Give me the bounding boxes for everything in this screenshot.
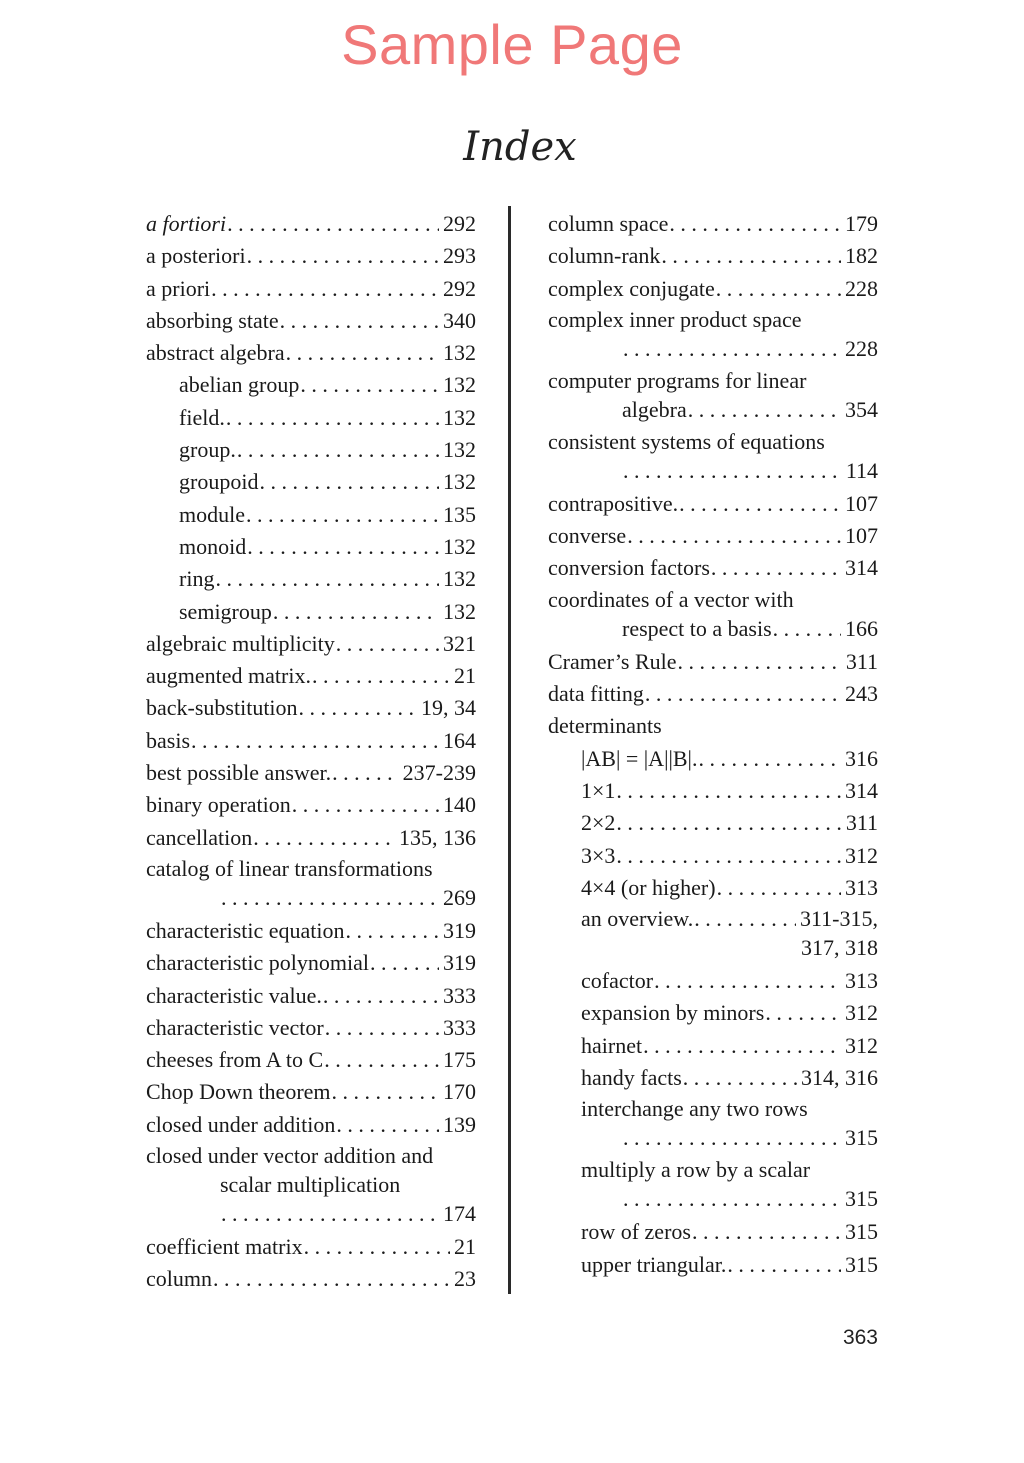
index-entry	[548, 997, 878, 1029]
index-page: 313	[845, 968, 878, 994]
dot-leader	[332, 757, 399, 789]
index-page: 311	[845, 648, 878, 674]
index-page: 132	[443, 372, 476, 398]
page-title: Index	[463, 124, 577, 170]
index-term: column	[146, 1266, 212, 1292]
dot-leader	[221, 883, 439, 912]
index-page: 182	[845, 243, 878, 269]
index-page: 107	[845, 523, 878, 549]
index-page: 311-315,	[799, 906, 878, 932]
dot-leader	[312, 660, 450, 692]
index-term: complex conjugate	[548, 275, 715, 301]
index-entry	[146, 628, 476, 660]
index-page: 354	[845, 396, 878, 422]
index-entry	[548, 1216, 878, 1248]
dot-leader	[292, 789, 439, 821]
index-entry	[548, 1094, 878, 1155]
column-divider	[508, 206, 511, 1294]
index-term: complex inner product space	[548, 306, 802, 332]
index-term: best possible answer.	[146, 760, 332, 786]
index-entry	[146, 947, 476, 979]
index-term: determinants	[548, 713, 662, 739]
index-term: coordinates of a vector with	[548, 586, 794, 612]
index-term: a fortiori	[146, 211, 227, 236]
dot-leader	[669, 208, 841, 240]
index-term: abstract algebra	[146, 340, 285, 366]
index-page: 333	[443, 1014, 476, 1040]
index-page: 114	[845, 457, 878, 483]
dot-leader	[325, 1012, 439, 1044]
index-page: 132	[443, 340, 476, 366]
index-page: 139	[443, 1111, 476, 1137]
index-entry	[146, 1141, 476, 1231]
index-page: 132	[443, 469, 476, 495]
index-page: 321	[443, 630, 476, 656]
index-term: monoid	[179, 533, 247, 559]
index-page: 132	[443, 533, 476, 559]
index-entry	[146, 369, 476, 401]
index-entry	[548, 1155, 878, 1216]
index-page: 314, 316	[801, 1065, 878, 1091]
index-term: hairnet	[581, 1032, 643, 1058]
dot-leader	[623, 334, 841, 363]
index-entry	[146, 789, 476, 821]
index-page: 292	[443, 211, 476, 236]
sample-page-watermark: Sample Page	[341, 13, 683, 76]
index-term: semigroup	[179, 598, 272, 624]
index-page: 21	[454, 663, 476, 689]
dot-leader	[213, 1263, 450, 1295]
index-entry	[548, 872, 878, 904]
index-page: 315	[845, 1125, 878, 1151]
index-term: group.	[179, 437, 236, 463]
index-entry	[146, 434, 476, 466]
index-page: 269	[443, 884, 476, 910]
index-page: 175	[443, 1047, 476, 1073]
dot-leader	[645, 678, 841, 710]
index-term: computer programs for linear	[548, 367, 807, 393]
index-entry	[548, 520, 878, 552]
dot-leader	[336, 628, 439, 660]
index-entry	[146, 725, 476, 757]
index-entry	[146, 980, 476, 1012]
index-term: field.	[179, 404, 225, 430]
index-page: 174	[443, 1201, 476, 1227]
index-term: row of zeros	[581, 1219, 691, 1245]
index-term: 3×3	[581, 842, 616, 868]
index-page: 312	[845, 842, 878, 868]
index-term: interchange any two rows	[581, 1096, 808, 1122]
page-number: 363	[842, 1326, 878, 1349]
dot-leader	[623, 456, 842, 485]
index-term: conversion factors	[548, 555, 710, 581]
index-term: expansion by minors	[581, 1000, 765, 1026]
index-term: closed under addition	[146, 1111, 336, 1137]
dot-leader	[623, 1184, 841, 1213]
index-term: augmented matrix.	[146, 663, 311, 689]
dot-leader	[698, 743, 841, 775]
index-term-continued: algebra	[622, 396, 687, 422]
dot-leader	[679, 488, 841, 520]
index-entry	[146, 596, 476, 628]
index-term: cofactor	[581, 968, 654, 994]
dot-leader	[765, 997, 841, 1029]
index-page: 164	[443, 727, 476, 753]
index-entry	[146, 757, 476, 789]
dot-leader	[616, 775, 841, 807]
index-entry	[146, 531, 476, 563]
dot-leader	[727, 1249, 841, 1281]
index-term: column space	[548, 211, 669, 236]
index-page: 179	[845, 211, 878, 236]
index-entry	[548, 488, 878, 520]
index-entry	[146, 1012, 476, 1044]
index-entry	[146, 499, 476, 531]
index-page: 237-239	[402, 760, 476, 786]
dot-leader	[226, 402, 439, 434]
dot-leader	[221, 1199, 439, 1228]
index-entry	[548, 840, 878, 872]
index-term: absorbing state	[146, 307, 279, 333]
dot-leader	[623, 1123, 841, 1152]
index-entry	[146, 854, 476, 915]
dot-leader	[247, 240, 439, 272]
dot-leader	[678, 646, 842, 678]
index-page: 140	[443, 792, 476, 818]
dot-leader	[773, 614, 841, 643]
dot-leader	[627, 520, 841, 552]
index-entry	[146, 305, 476, 337]
dot-leader	[616, 840, 841, 872]
index-entry	[548, 240, 878, 272]
index-page: 314	[845, 777, 878, 803]
dot-leader	[616, 807, 841, 839]
dot-leader	[694, 904, 796, 933]
dot-leader	[717, 872, 841, 904]
index-entry	[146, 1109, 476, 1141]
index-page: 312	[845, 1032, 878, 1058]
index-entry	[548, 1062, 878, 1094]
index-entry	[146, 208, 476, 240]
index-entry	[146, 563, 476, 595]
dot-leader	[336, 1109, 439, 1141]
index-entry	[548, 904, 878, 965]
index-term: upper triangular.	[581, 1251, 727, 1277]
index-term: cheeses from A to C	[146, 1047, 324, 1073]
index-page: 23	[454, 1266, 476, 1292]
index-page: 135	[443, 501, 476, 527]
index-entry	[548, 585, 878, 646]
dot-leader	[688, 395, 841, 424]
index-term: data fitting	[548, 681, 644, 707]
index-page: 292	[443, 275, 476, 301]
dot-leader	[247, 531, 439, 563]
index-entry	[146, 466, 476, 498]
index-term: an overview.	[581, 906, 694, 932]
index-page: 107	[845, 490, 878, 516]
index-entry	[548, 427, 878, 488]
index-page: 315	[845, 1251, 878, 1277]
index-page: 333	[443, 982, 476, 1008]
index-term: closed under vector addition and	[146, 1143, 434, 1169]
index-entry	[548, 646, 878, 678]
index-term: consistent systems of equations	[548, 428, 825, 454]
dot-leader	[280, 305, 439, 337]
index-entry	[548, 273, 878, 305]
dot-leader	[370, 947, 439, 979]
index-entry	[548, 208, 878, 240]
index-entry	[146, 1231, 476, 1263]
dot-leader	[253, 822, 395, 854]
index-entry	[548, 305, 878, 366]
index-term: handy facts	[581, 1065, 682, 1091]
index-term: algebraic multiplicity	[146, 630, 335, 656]
index-page: 314	[845, 555, 878, 581]
index-term: 2×2	[581, 810, 616, 836]
dot-leader	[324, 1044, 439, 1076]
index-term: characteristic polynomial	[146, 950, 369, 976]
index-page: 135, 136	[399, 824, 476, 850]
index-page: 313	[845, 874, 878, 900]
index-page: 311	[845, 810, 878, 836]
index-term: cancellation	[146, 824, 253, 850]
index-entry	[548, 775, 878, 807]
index-term: binary operation	[146, 792, 291, 818]
index-term: multiply a row by a scalar	[581, 1157, 811, 1183]
index-term: ring	[179, 566, 215, 592]
index-term: abelian group	[179, 372, 300, 398]
index-term: a priori	[146, 275, 211, 301]
dot-leader	[237, 434, 439, 466]
dot-leader	[643, 1030, 841, 1062]
index-term: column-rank	[548, 243, 661, 269]
index-entry	[146, 1263, 476, 1295]
index-term-continued: respect to a basis	[622, 615, 772, 641]
index-page: 21	[454, 1234, 476, 1260]
index-entry	[146, 1076, 476, 1108]
index-term: groupoid	[179, 469, 259, 495]
index-term: catalog of linear transformations	[146, 855, 433, 881]
dot-leader	[299, 692, 417, 724]
dot-leader	[654, 965, 841, 997]
index-page: 132	[443, 598, 476, 624]
index-term: module	[179, 501, 245, 527]
index-page: 312	[845, 1000, 878, 1026]
index-entry	[146, 273, 476, 305]
index-entry	[548, 965, 878, 997]
index-entry	[548, 678, 878, 710]
index-page: 319	[443, 950, 476, 976]
index-page: 132	[443, 437, 476, 463]
index-page: 319	[443, 917, 476, 943]
index-page: 340	[443, 307, 476, 333]
dot-leader	[215, 563, 439, 595]
dot-leader	[683, 1062, 797, 1094]
index-entry	[146, 240, 476, 272]
index-entry	[146, 1044, 476, 1076]
index-entry	[146, 402, 476, 434]
index-term: Cramer’s Rule	[548, 648, 677, 674]
dot-leader	[259, 466, 439, 498]
dot-leader	[711, 552, 841, 584]
index-term: 1×1	[581, 777, 616, 803]
index-page: 243	[845, 681, 878, 707]
dot-leader	[286, 337, 439, 369]
index-page: 132	[443, 404, 476, 430]
dot-leader	[191, 725, 439, 757]
index-term: 4×4 (or higher)	[581, 874, 716, 900]
dot-leader	[211, 273, 439, 305]
index-page: 316	[845, 745, 878, 771]
index-page: 315	[845, 1186, 878, 1212]
dot-leader	[323, 980, 439, 1012]
dot-leader	[346, 915, 439, 947]
index-entry	[548, 743, 878, 775]
index-page: 19, 34	[421, 695, 476, 721]
index-term: characteristic value.	[146, 982, 322, 1008]
index-page: 315	[845, 1219, 878, 1245]
index-entry	[146, 337, 476, 369]
index-column-right	[548, 208, 878, 1281]
index-term: coefficient matrix	[146, 1234, 303, 1260]
index-page: 170	[443, 1079, 476, 1105]
index-term: characteristic vector	[146, 1014, 324, 1040]
index-term: |AB| = |A||B|.	[581, 745, 698, 771]
index-page: 228	[845, 275, 878, 301]
index-entry	[548, 1030, 878, 1062]
index-term: converse	[548, 523, 627, 549]
dot-leader	[273, 596, 439, 628]
index-term: basis	[146, 727, 190, 753]
dot-leader	[300, 369, 439, 401]
dot-leader	[227, 208, 439, 240]
index-term: contrapositive.	[548, 490, 679, 516]
index-column-left	[146, 208, 476, 1296]
dot-leader	[692, 1216, 841, 1248]
index-page-continued: 317, 318	[801, 935, 878, 961]
dot-leader	[332, 1076, 439, 1108]
index-page: 293	[443, 243, 476, 269]
index-page: 132	[443, 566, 476, 592]
index-entry	[146, 660, 476, 692]
index-page: 166	[845, 615, 878, 641]
index-term-continued: scalar multiplication	[220, 1172, 401, 1198]
index-entry	[146, 692, 476, 724]
index-term: back-substitution	[146, 695, 298, 721]
dot-leader	[661, 240, 841, 272]
dot-leader	[304, 1231, 450, 1263]
index-entry	[548, 552, 878, 584]
index-entry	[146, 822, 476, 854]
dot-leader	[246, 499, 439, 531]
index-entry	[548, 1249, 878, 1281]
index-entry	[548, 366, 878, 427]
index-page: 228	[845, 335, 878, 361]
index-entry	[548, 807, 878, 839]
index-entry	[146, 915, 476, 947]
index-entry	[548, 710, 878, 742]
index-term: characteristic equation	[146, 917, 345, 943]
dot-leader	[716, 273, 841, 305]
index-term: Chop Down theorem	[146, 1079, 331, 1105]
index-term: a posteriori	[146, 243, 246, 269]
